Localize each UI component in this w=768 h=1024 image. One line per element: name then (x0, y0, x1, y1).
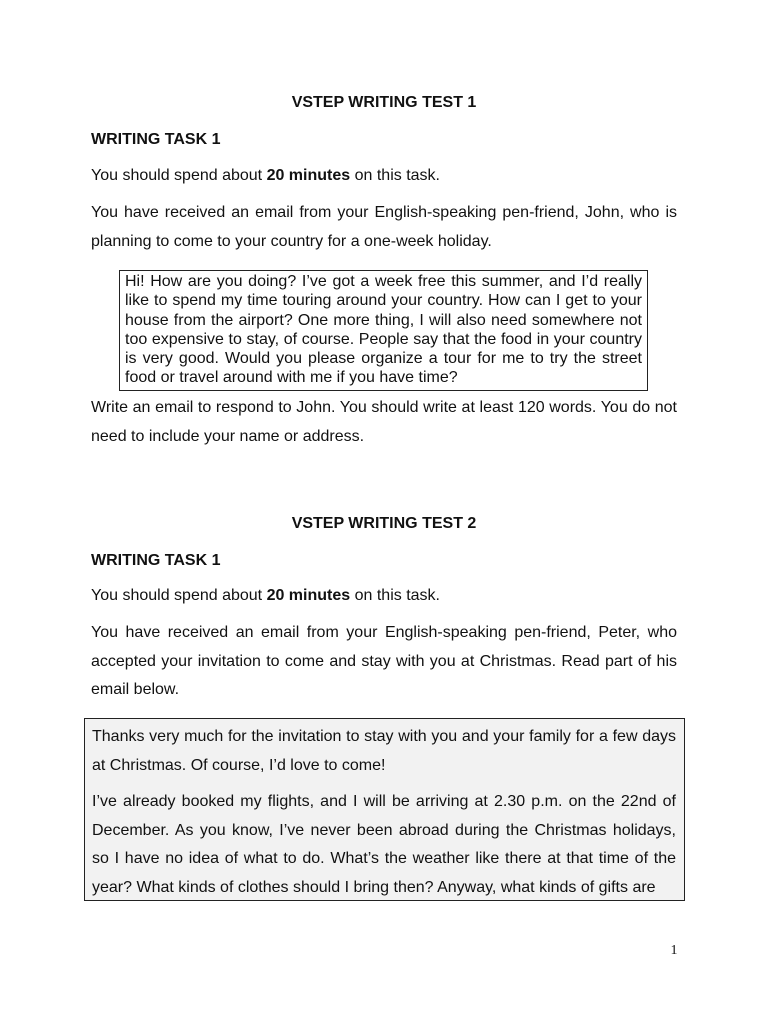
time-suffix: on this task. (350, 587, 440, 604)
test2-time-instruction (91, 582, 677, 611)
test1-title: VSTEP WRITING TEST 1 (291, 94, 477, 111)
test2-email-paragraph-1: Thanks very much for the invitation to stay with you and your family for a few days at Christmas. Of course, I’d love to come! (92, 728, 676, 774)
time-prefix: You should spend about (91, 587, 267, 604)
test1-task-heading: WRITING TASK 1 (91, 131, 221, 148)
test2-task-heading: WRITING TASK 1 (91, 552, 221, 569)
time-prefix: You should spend about (91, 167, 267, 184)
time-suffix: on this task. (350, 167, 440, 184)
test1-email-box (119, 270, 648, 391)
test2-email-paragraph-2: I’ve already booked my flights, and I will be arriving at 2.30 p.m. on the 22nd of December. As you know, I’ve never been abroad during the Christmas holidays, so I have no idea of what to do. What’s the weather like there at that time of the year? What kinds of clothes should I bring then? Anyway, what kinds of gifts are (92, 793, 676, 896)
page-number: 1 (670, 943, 678, 958)
test2-email-box (84, 718, 685, 901)
test1-instruction: Write an email to respond to John. You should write at least 120 words. You do not need to include your name or address. (91, 399, 677, 445)
test1-email-text: Hi! How are you doing? I’ve got a week free this summer, and I’d really like to spend my time touring around your country. How can I get to your house from the airport? One more thing, I will also need somewhere not too expensive to stay, of course. People say that the food in your country is very good. Would you please organize a tour for me to try the street food or travel around with me if you have time? (125, 273, 642, 387)
time-bold: 20 minutes (266, 587, 351, 604)
test1-intro: You have received an email from your English-speaking pen-friend, John, who is planning to come to your country for a one-week holiday. (91, 204, 677, 250)
test1-time-instruction (91, 162, 677, 191)
test2-title: VSTEP WRITING TEST 2 (291, 515, 477, 532)
test2-intro: You have received an email from your English-speaking pen-friend, Peter, who accepted your invitation to come and stay with you at Christmas. Read part of his email below. (91, 624, 677, 698)
time-bold: 20 minutes (266, 167, 351, 184)
